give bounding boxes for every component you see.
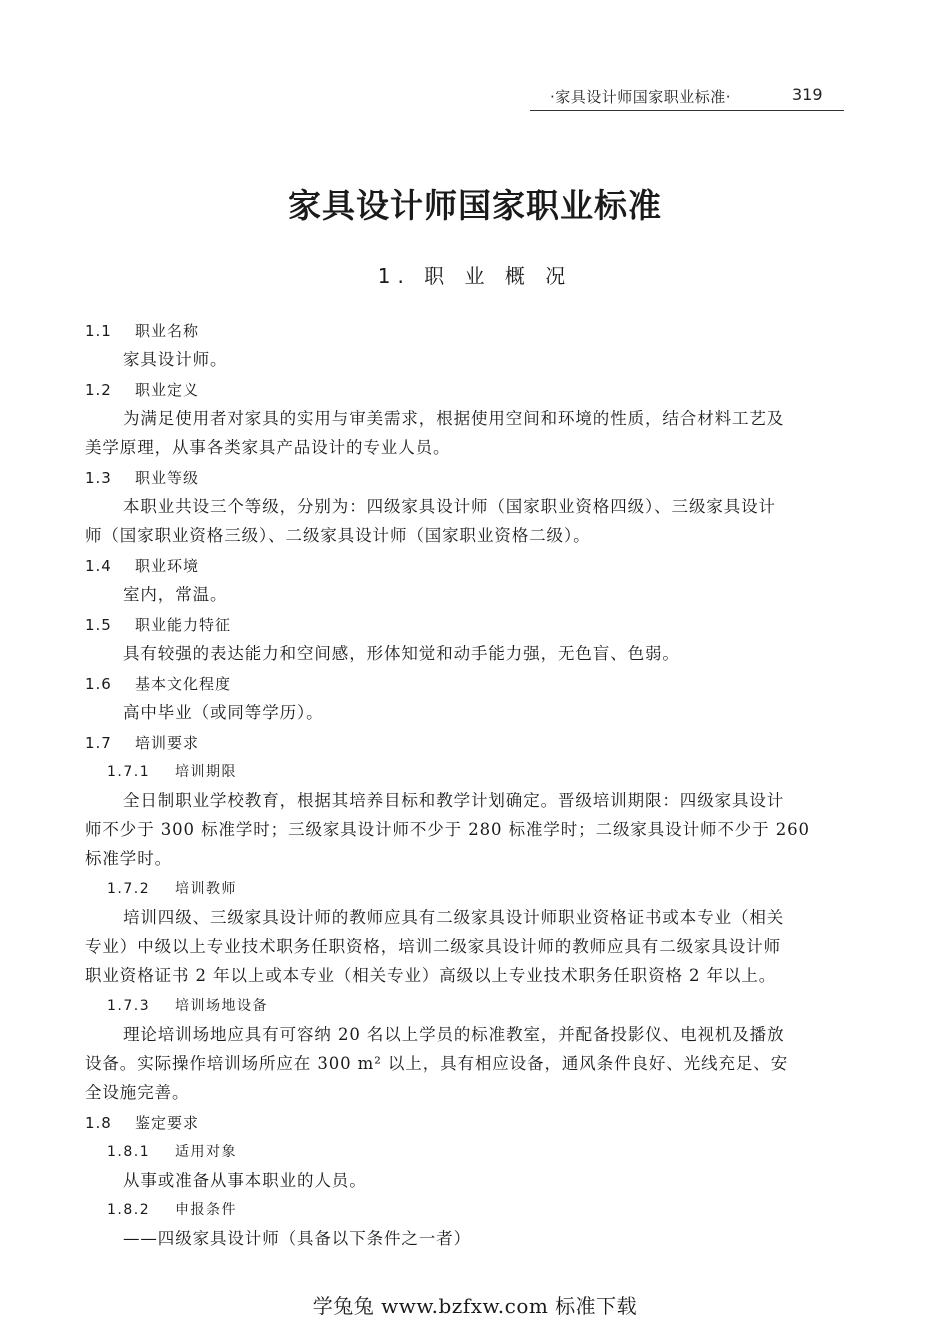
paragraph-line: 师不少于 300 标准学时；三级家具设计师不少于 280 标准学时；二级家具设计师不少于 260 [85,820,810,839]
subsection-heading-1-8-2 [107,1200,887,1220]
section-number: 1.6 [85,675,112,693]
subsection-title: 适用对象 [175,1144,237,1160]
subsection-title: 培训期限 [175,764,237,780]
subsection-heading-1-7-3 [107,996,887,1016]
section-number: 1.3 [85,469,112,487]
section-title: 职业能力特征 [135,616,232,634]
subsection-number: 1.7.1 [107,764,151,780]
document-title: 家具设计师国家职业标准 [288,186,662,225]
paragraph-line: 高中毕业（或同等学历）。 [123,703,324,722]
paragraph-line: 培训四级、三级家具设计师的教师应具有二级家具设计师职业资格证书或本专业（相关 [123,908,785,927]
section-heading-1-5 [85,615,865,635]
paragraph-line: 标准学时。 [85,849,172,868]
paragraph-line: 职业资格证书 2 年以上或本专业（相关专业）高级以上专业技术职务任职资格 2 年以上。 [85,966,777,985]
paragraph-line: 本职业共设三个等级，分别为：四级家具设计师（国家职业资格四级）、三级家具设计 [123,497,776,516]
paragraph-line: ——四级家具设计师（具备以下条件之一者） [123,1229,471,1248]
paragraph-line: 师（国家职业资格三级）、二级家具设计师（国家职业资格二级）。 [85,526,591,545]
paragraph-line: 家具设计师。 [123,350,228,369]
paragraph-line: 具有较强的表达能力和空间感，形体知觉和动手能力强，无色盲、色弱。 [123,644,680,663]
subsection-number: 1.7.2 [107,881,151,897]
section-title: 鉴定要求 [135,1114,200,1132]
section-title: 职业等级 [135,469,200,487]
running-header [530,84,844,111]
paragraph-line: 设备。实际操作培训场所应在 300 m² 以上，具有相应设备，通风条件良好、光线充足、安 [85,1054,789,1073]
section-title: 培训要求 [135,734,200,752]
subsection-number: 1.7.3 [107,998,151,1014]
chapter-title: 1. 职 业 概 况 [377,264,573,288]
subsection-title: 培训场地设备 [175,998,268,1014]
paragraph-line: 全日制职业学校教育，根据其培养目标和教学计划确定。晋级培训期限：四级家具设计 [123,791,785,810]
paragraph-line: 专业）中级以上专业技术职务任职资格，培训二级家具设计师的教师应具有二级家具设计师 [85,937,781,956]
section-number: 1.2 [85,381,112,399]
paragraph-line: 为满足使用者对家具的实用与审美需求，根据使用空间和环境的性质，结合材料工艺及 [123,409,785,428]
section-title: 职业名称 [135,322,200,340]
section-title: 职业定义 [135,381,200,399]
section-heading-1-4 [85,556,865,576]
section-heading-1-1 [85,321,865,341]
section-number: 1.4 [85,557,112,575]
section-number: 1.8 [85,1114,112,1132]
section-heading-1-6 [85,674,865,694]
section-number: 1.1 [85,322,112,340]
paragraph-line: 室内，常温。 [123,585,228,604]
section-heading-1-7 [85,733,865,753]
section-title: 基本文化程度 [135,675,232,693]
paragraph-line: 全设施完善。 [85,1083,190,1102]
subsection-number: 1.8.2 [107,1202,151,1218]
subsection-heading-1-7-1 [107,762,887,782]
section-number: 1.5 [85,616,112,634]
watermark-footer: 学兔兔 www.bzfxw.com 标准下载 [312,1294,638,1318]
section-number: 1.7 [85,734,112,752]
running-header-title: ·家具设计师国家职业标准· [550,88,732,106]
subsection-heading-1-8-1 [107,1142,887,1162]
subsection-number: 1.8.1 [107,1144,151,1160]
section-heading-1-8 [85,1113,865,1133]
paragraph-line: 美学原理，从事各类家具产品设计的专业人员。 [85,438,451,457]
subsection-title: 培训教师 [175,881,237,897]
section-title: 职业环境 [135,557,200,575]
subsection-heading-1-7-2 [107,879,887,899]
section-heading-1-3 [85,468,865,488]
subsection-title: 申报条件 [175,1202,237,1218]
paragraph-line: 从事或准备从事本职业的人员。 [123,1171,367,1190]
paragraph-line: 理论培训场地应具有可容纳 20 名以上学员的标准教室，并配备投影仪、电视机及播放 [123,1025,785,1044]
page-number: 319 [792,85,823,104]
section-heading-1-2 [85,380,865,400]
